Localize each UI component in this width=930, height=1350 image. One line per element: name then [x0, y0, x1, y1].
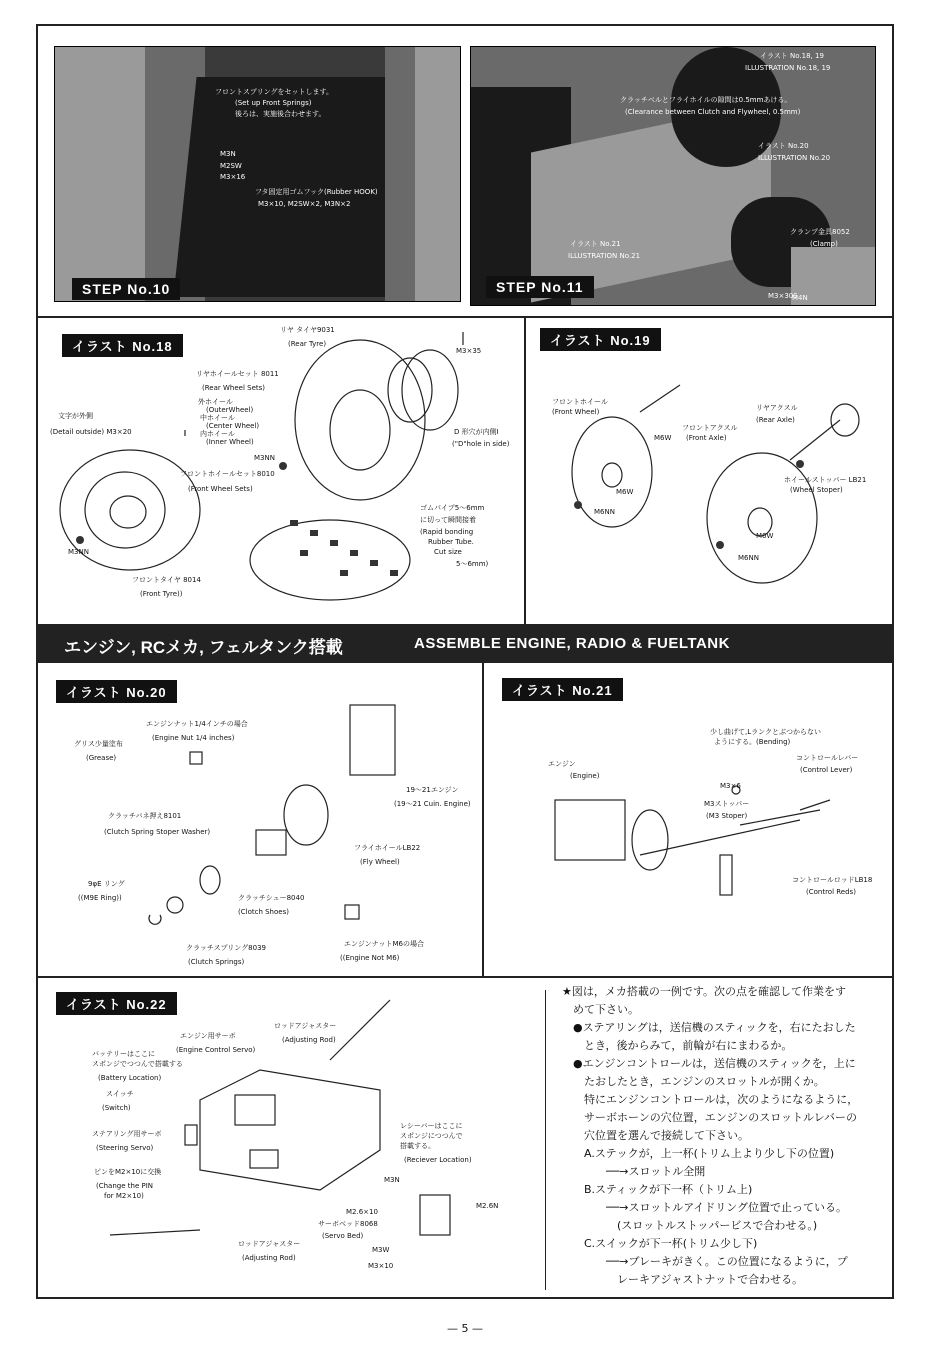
label: スイッチ	[106, 1090, 134, 1098]
label: M3N	[384, 1176, 400, 1184]
label: (Rear Axle)	[756, 416, 795, 424]
label: フロントホイールセット8010	[180, 470, 275, 478]
label: 19～21エンジン	[406, 786, 459, 794]
label: (Rapid bonding	[420, 528, 474, 536]
step10-note: M3N	[220, 150, 236, 158]
label: M3×6	[720, 782, 741, 790]
divider	[545, 990, 546, 1290]
step11-note: クラッチベルとフライホイルの隙間は0.5mmあける。	[620, 96, 792, 104]
step10-note: M3×16	[220, 173, 246, 181]
label: M6W	[654, 434, 672, 442]
label: レシーバーはここに	[400, 1122, 463, 1130]
label: M6W	[756, 532, 774, 540]
label: (Change the PIN	[96, 1182, 153, 1190]
instruction-line: めて下さい。	[562, 1003, 639, 1016]
label: (Front Tyre))	[140, 590, 183, 598]
label: フロントアクスル	[682, 424, 738, 432]
label: (Steering Servo)	[96, 1144, 154, 1152]
label: クラッチスプリング8039	[186, 944, 266, 952]
label: 内ホイール	[200, 430, 235, 438]
label: 少し曲げて,Lランクとぶつからない	[710, 728, 821, 736]
label: (Front Wheel)	[552, 408, 600, 416]
label: クラッチバネ押え8101	[108, 812, 182, 820]
label: M6NN	[594, 508, 615, 516]
instruction-line: とき，後からみて，前輪が右にまわるか。	[562, 1039, 793, 1052]
instruction-line: A.ステックが，上一杯(トリム上より少し下の位置)	[562, 1147, 835, 1160]
instruction-line: サーボホーンの穴位置，エンジンのスロットルレバーの	[562, 1111, 857, 1124]
label: (Adjusting Rod)	[242, 1254, 296, 1262]
label: (Reciever Location)	[404, 1156, 472, 1164]
label: M6W	[616, 488, 634, 496]
label: リヤ タイヤ9031	[280, 326, 335, 334]
label: (Engine Nut 1/4 inches)	[152, 734, 235, 742]
label: グリス少量塗布	[74, 740, 123, 748]
label: リヤホイールセット 8011	[196, 370, 279, 378]
step10-note: 後ろは、実施後合わせます。	[235, 110, 326, 118]
label: M3W	[372, 1246, 390, 1254]
label: (Clotch Shoes)	[238, 908, 289, 916]
label: (Wheel Stoper)	[790, 486, 843, 494]
step11-note: イラスト No.18, 19	[760, 52, 824, 60]
label: (Detail outside) M3×20	[50, 428, 132, 436]
label: (Control Reds)	[806, 888, 856, 896]
step11-note: M4N	[792, 294, 808, 302]
label: エンジンナット1/4インチの場合	[146, 720, 248, 728]
label: (Inner Wheel)	[206, 438, 254, 446]
label: ロッドアジャスター	[274, 1022, 337, 1030]
label: (Clutch Springs)	[188, 958, 245, 966]
label: ようにする。(Bending)	[714, 738, 791, 746]
label: (Rear Wheel Sets)	[202, 384, 265, 392]
label: ゴムパイプ5～6mm	[420, 504, 485, 512]
step11-note: イラスト No.20	[758, 142, 809, 150]
instruction-line: ★図は，メカ搭載の一例です。次の点を確認して作業をす	[562, 985, 846, 998]
label: for M2×10)	[104, 1192, 144, 1200]
divider	[36, 976, 894, 978]
label: ("D"hole in side)	[452, 440, 510, 448]
label: コントロールレバー	[796, 754, 859, 762]
ill21-label: イラスト No.21	[502, 678, 623, 701]
step10-note: (Set up Front Springs)	[235, 99, 312, 107]
label: フロントホイール	[552, 398, 608, 406]
label: D 形穴が内側I	[454, 428, 499, 436]
label: サーボベッド8068	[318, 1220, 378, 1228]
step10-note: M3×10, M2SW×2, M3N×2	[258, 200, 351, 208]
label: リヤアクスル	[756, 404, 798, 412]
label: M3×10	[368, 1262, 394, 1270]
banner-jp: エンジン, RCメカ, フェルタンク搭載	[64, 638, 343, 657]
label: (Adjusting Rod)	[282, 1036, 336, 1044]
label: エンジン用サーボ	[180, 1032, 236, 1040]
step11-note: (Clearance between Clutch and Flywheel, 0.5mm)	[625, 108, 801, 116]
label: M6NN	[738, 554, 759, 562]
page-number: — 5 —	[447, 1322, 483, 1335]
label: フライホイールLB22	[354, 844, 421, 852]
label: (M3 Stoper)	[706, 812, 748, 820]
label: 外ホイール	[198, 398, 233, 406]
label: Cut size	[434, 548, 462, 556]
label: (Fly Wheel)	[360, 858, 400, 866]
label: バッテリーはここに	[92, 1050, 155, 1058]
label: (Engine)	[570, 772, 600, 780]
label: ((M9E Ring))	[78, 894, 122, 902]
step11-note: M3×30S	[768, 292, 798, 300]
label: (Front Wheel Sets)	[188, 485, 253, 493]
step10-note: フロントスプリングをセットします。	[215, 88, 333, 96]
step10-note: M2SW	[220, 162, 242, 170]
label: ピンをM2×10に交換	[94, 1168, 162, 1176]
label: スポンジにつつんで	[400, 1132, 463, 1140]
ill19-label: イラスト No.19	[540, 328, 661, 351]
label: スポンジでつつんで搭載する	[92, 1060, 183, 1068]
step11-note: (Clamp)	[810, 240, 838, 248]
step11-note: ILLUSTRATION No.20	[758, 154, 831, 162]
instruction-line: レーキアジャストナットで合わせる。	[562, 1273, 804, 1286]
ill20-label: イラスト No.20	[56, 680, 177, 703]
step11-note: ILLUSTRATION No.21	[568, 252, 641, 260]
label: (Front Axle)	[686, 434, 727, 442]
instruction-line: ──→ブレーキがきく。この位置になるように，プ	[562, 1255, 848, 1268]
label: (19～21 Cuin. Engine)	[394, 800, 471, 808]
instruction-line: 特にエンジンコントロールは，次のようになるように，	[562, 1093, 859, 1106]
label: M3NN	[254, 454, 275, 462]
step11-note: ILLUSTRATION No.18, 19	[745, 64, 831, 72]
label: フロントタイヤ 8014	[132, 576, 201, 584]
instruction-line: ──→スロットル全開	[562, 1165, 706, 1178]
banner-en: ASSEMBLE ENGINE, RADIO & FUELTANK	[414, 635, 730, 652]
ill18-label: イラスト No.18	[62, 334, 183, 357]
step10-label: STEP No.10	[72, 278, 180, 300]
label: 搭載する。	[400, 1142, 435, 1150]
label: 9φE リング	[88, 880, 125, 888]
label: M2.6×10	[346, 1208, 378, 1216]
label: (OuterWheel)	[206, 406, 254, 414]
step11-label: STEP No.11	[486, 276, 594, 298]
label: (Center Wheel)	[206, 422, 260, 430]
label: に切って瞬間接着	[420, 516, 476, 524]
instruction-line: 穴位置を選んで接続して下さい。	[562, 1129, 749, 1142]
label: ロッドアジャスター	[238, 1240, 301, 1248]
instruction-line: (スロットルストッパービスで合わせる。)	[562, 1219, 818, 1232]
label: M2.6N	[476, 1202, 499, 1210]
instruction-line: C.スイックが下一杯(トリム少し下)	[562, 1237, 758, 1250]
label: M3ストッパー	[704, 800, 750, 808]
label: エンジンナットM6の場合	[344, 940, 425, 948]
label: (Rear Tyre)	[288, 340, 327, 348]
label: エンジン	[548, 760, 576, 768]
instruction-line: たおしたとき，エンジンのスロットルが開くか。	[562, 1075, 825, 1088]
label: M3×35	[456, 347, 482, 355]
label: (Engine Control Servo)	[176, 1046, 256, 1054]
step11-note: イラスト No.21	[570, 240, 621, 248]
label: M3NN	[68, 548, 89, 556]
step10-note: フタ固定用ゴムフック(Rubber HOOK)	[255, 188, 378, 196]
divider	[482, 661, 484, 977]
label: 中ホイール	[200, 414, 235, 422]
label: (Clutch Spring Stoper Washer)	[104, 828, 211, 836]
instruction-line: ●ステアリングは，送信機のスティックを，右にたおした	[562, 1021, 856, 1034]
label: ((Engine Not M6)	[340, 954, 400, 962]
label: ステアリング用サーボ	[92, 1130, 162, 1138]
label: (Grease)	[86, 754, 117, 762]
instruction-line: B.スティックが下一杯（トリム上)	[562, 1183, 753, 1196]
instruction-line: ●エンジンコントロールは，送信機のスティックを，上に	[562, 1057, 856, 1070]
instruction-line: ──→スロットルアイドリング位置で止っている。	[562, 1201, 848, 1214]
label: コントロールロッドLB18	[792, 876, 873, 884]
label: 文字が外側	[58, 412, 93, 420]
label: ホイールストッパー LB21	[784, 476, 867, 484]
label: (Switch)	[102, 1104, 131, 1112]
label: (Servo Bed)	[322, 1232, 364, 1240]
ill22-label: イラスト No.22	[56, 992, 177, 1015]
label: (Control Lever)	[800, 766, 853, 774]
section-banner	[36, 625, 894, 661]
step11-note: クランプ金具8052	[790, 228, 850, 236]
label: Rubber Tube.	[428, 538, 474, 546]
label: 5～6mm)	[456, 560, 489, 568]
label: (Battery Location)	[98, 1074, 162, 1082]
label: クラッチシュー8040	[238, 894, 305, 902]
